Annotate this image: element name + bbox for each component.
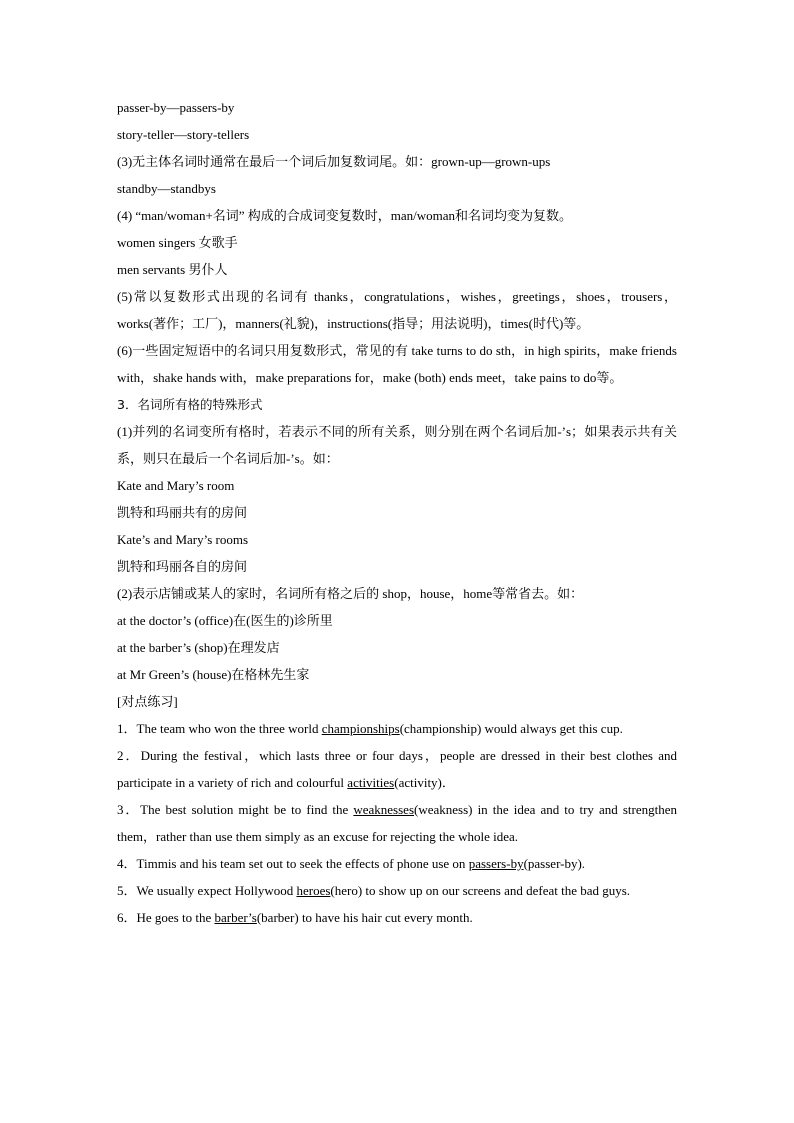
document-page xyxy=(117,94,677,931)
example-line: passer-by—passers-by xyxy=(117,100,235,115)
exercise-text: 2．During the festival，which lasts three or four days，people are dressed in their best clothes and participate in a variety of rich and colourful xyxy=(117,748,677,790)
exercise-text: (activity)． xyxy=(394,775,455,790)
answer-blank: passers-by xyxy=(468,856,524,871)
exercise-item xyxy=(117,796,677,850)
answer-blank: heroes xyxy=(296,883,331,898)
example-line: men servants 男仆人 xyxy=(117,262,228,277)
exercise-item xyxy=(117,877,677,904)
rule-paragraph: (4) “man/woman+名词” 构成的合成词变复数时，man/woman和名词均变为复数。 xyxy=(117,208,573,223)
rule-paragraph: (2)表示店铺或某人的家时，名词所有格之后的 shop，house，home等常省去。如： xyxy=(117,586,584,601)
exercise-text: (barber) to have his hair cut every month. xyxy=(256,910,473,925)
example-line: at Mr Green’s (house)在格林先生家 xyxy=(117,667,310,682)
example-line: Kate and Mary’s room xyxy=(117,478,235,493)
example-line: 凯特和玛丽各自的房间 xyxy=(117,559,248,574)
exercise-item xyxy=(117,715,677,742)
practice-heading: [对点练习] xyxy=(117,694,178,709)
answer-blank: barber’s xyxy=(214,910,257,925)
exercise-text: 4．Timmis and his team set out to seek the effects of phone use on xyxy=(117,856,469,871)
example-line: story-teller—story-tellers xyxy=(117,127,250,142)
exercise-text: 3．The best solution might be to find the xyxy=(117,802,354,817)
exercise-text: 6．He goes to the xyxy=(117,910,215,925)
answer-blank: weaknesses xyxy=(353,802,415,817)
answer-blank: championships xyxy=(321,721,400,736)
exercise-text: (passer-by). xyxy=(523,856,586,871)
exercise-item xyxy=(117,850,677,877)
exercise-text: (hero) to show up on our screens and defeat the bad guys. xyxy=(330,883,631,898)
example-line: women singers 女歌手 xyxy=(117,235,238,250)
exercise-text: 1．The team who won the three world xyxy=(117,721,322,736)
example-line: standby—standbys xyxy=(117,181,216,196)
example-line: at the barber’s (shop)在理发店 xyxy=(117,640,280,655)
rule-paragraph: (5)常以复数形式出现的名词有 thanks，congratulations，wishes，greetings，shoes，trousers，works(著作；工厂)，manners(礼貌)，instructions(指导；用法说明)，times(时代)等。 xyxy=(117,289,677,331)
answer-blank: activities xyxy=(347,775,395,790)
rule-paragraph: (1)并列的名词变所有格时，若表示不同的所有关系，则分别在两个名词后加-’s；如果表示共有关系，则只在最后一个名词后加-’s。如： xyxy=(117,424,677,466)
rule-paragraph: (3)无主体名词时通常在最后一个词后加复数词尾。如：grown-up—grown-ups xyxy=(117,154,551,169)
example-line: Kate’s and Mary’s rooms xyxy=(117,532,249,547)
example-line: at the doctor’s (office)在(医生的)诊所里 xyxy=(117,613,333,628)
exercise-item xyxy=(117,742,677,796)
exercise-item xyxy=(117,904,677,931)
exercise-text: (weakness) in the idea and to try and strengthen them，rather than use them simply as an excuse for rejecting the whole idea. xyxy=(117,802,677,844)
exercise-text: (championship) would always get this cup. xyxy=(399,721,623,736)
section-heading: 3．名词所有格的特殊形式 xyxy=(117,397,263,412)
rule-paragraph: (6)一些固定短语中的名词只用复数形式，常见的有 take turns to do sth，in high spirits，make friends with，shake hands with，make preparations for，make (both) ends meet，take pains to do等。 xyxy=(117,343,677,385)
example-line: 凯特和玛丽共有的房间 xyxy=(117,505,248,520)
exercise-text: 5．We usually expect Hollywood xyxy=(117,883,297,898)
